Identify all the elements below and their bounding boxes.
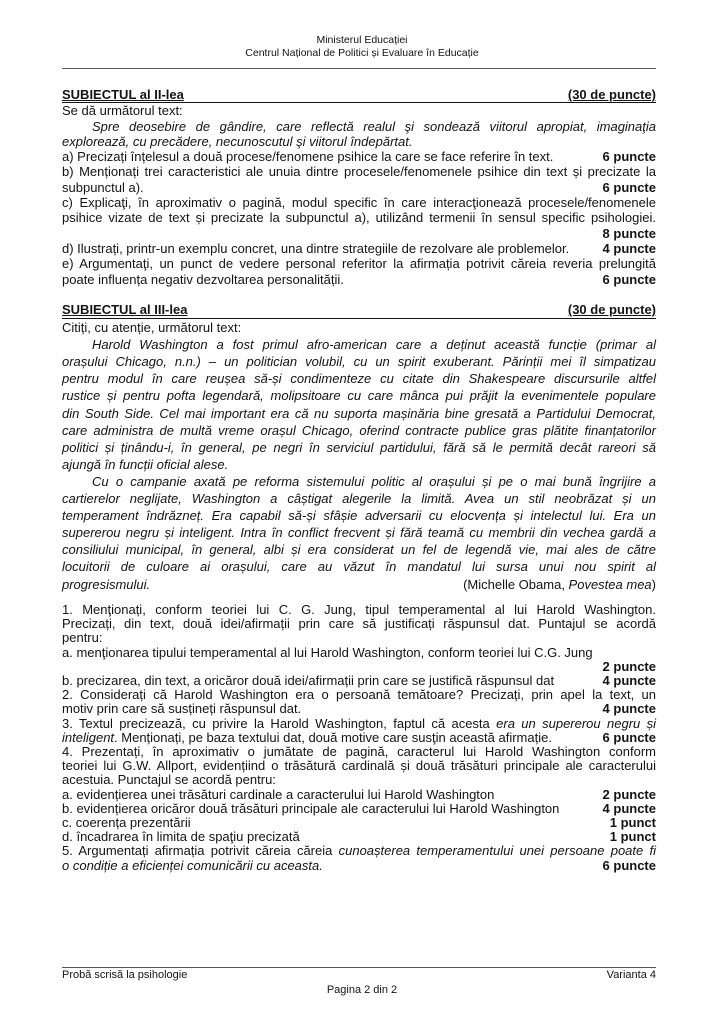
line-text (62, 731, 552, 745)
subject-3-title: SUBIECTUL al III-lea (62, 302, 188, 317)
text-segment: Citiți, cu atenție, următorul text: (62, 320, 242, 336)
text-segment: ajungă în funcții oficial alese. (62, 456, 229, 472)
citation-source (463, 576, 656, 593)
text-line (62, 617, 656, 631)
text-line (62, 660, 656, 674)
line-text (62, 674, 554, 688)
subject-3-section (62, 301, 656, 593)
points-label: 6 puncte (602, 271, 656, 287)
text-line (62, 180, 656, 195)
text-line (62, 541, 656, 558)
text-segment: Spre deosebire de gândire, care reflectă realul şi sondează viitorul apropiat, imaginaţia (92, 118, 656, 134)
text-segment: teoriei lui G.W. Allport, evidențiind o trăsătură cardinală și două trăsături principale ale caracterului (62, 758, 656, 774)
text-line (62, 272, 656, 287)
text-line (62, 319, 656, 336)
text-segment: a) Precizați înțelesul a două procese/fenomene psihice la care se face referire în text. (62, 149, 554, 165)
text-segment: progresismului. (62, 576, 151, 592)
text-segment: rustice și pentru pofta legendară, molipsitoare cu care mânca pui prăjit la evenimentele populare (62, 388, 656, 404)
points-label: 2 puncte (602, 786, 656, 802)
text-segment: acestuia. Punctajul se acordă pentru: (62, 772, 276, 788)
text-line (62, 241, 656, 256)
subject-2-section (62, 87, 656, 287)
text-line (62, 859, 656, 873)
subject-3-questions (62, 603, 656, 873)
questions-body (62, 603, 656, 873)
page-header (0, 34, 724, 60)
text-segment: politici și ținându-i, în general, pe negri în serviciul partidului, fără să le permită decât rareori să (62, 439, 656, 455)
text-segment: o condiție a eficienței comunicării cu aceasta. (62, 857, 323, 873)
points-label: 4 puncte (602, 800, 656, 816)
text-segment: motiv prin care să susțineți răspunsul dat. (62, 701, 302, 717)
citation-segment: Povestea mea (568, 576, 652, 592)
points-label: 1 punct (609, 829, 656, 845)
text-line (62, 119, 656, 134)
line-text (62, 241, 569, 256)
points-label: 4 puncte (602, 701, 656, 717)
citation-segment: (Michelle Obama, (463, 576, 569, 592)
text-line (62, 422, 656, 439)
line-text (62, 272, 344, 287)
text-line (62, 226, 656, 241)
text-segment: b. evidențierea oricăror două trăsături principale ale caracterului lui Harold Washington (62, 800, 560, 816)
subject-3-points: (30 de puncte) (567, 302, 656, 317)
subject-2-title-row (62, 87, 656, 103)
points-label: 6 puncte (602, 857, 656, 873)
points-label: 4 puncte (602, 240, 656, 256)
text-segment: cunoașterea temperamentului unei persoane poate fi (338, 843, 656, 859)
points-label: 6 puncte (602, 149, 656, 165)
text-line (62, 210, 656, 225)
text-line (62, 370, 656, 387)
text-line (62, 603, 656, 617)
line-text (62, 576, 150, 593)
text-segment: pentru: (62, 630, 103, 646)
line-text (62, 816, 191, 830)
text-line (62, 816, 656, 830)
text-line (62, 576, 656, 593)
text-line (62, 149, 656, 164)
text-line (62, 844, 656, 858)
line-text (62, 702, 301, 716)
text-line (62, 759, 656, 773)
text-segment: d) Ilustrați, printr-un exemplu concret, una dintre strategiile de rezolvare ale problemelor. (62, 240, 570, 256)
subject-3-title-row (62, 301, 656, 319)
line-text (62, 830, 300, 844)
text-segment: 5. Argumentați afirmația potrivit căreia căreia (62, 843, 339, 859)
text-segment: 1. Menţionați, conform teoriei lui C. G. Jung, tipul temperamental al lui Harold Washington. (62, 602, 656, 617)
text-line (62, 674, 656, 688)
points-label: 4 puncte (602, 673, 656, 689)
text-segment: a. evidențierea unei trăsături cardinale a caracterului lui Harold Washington (62, 786, 495, 802)
subject-2-body (62, 103, 656, 287)
text-line (62, 507, 656, 524)
text-segment: supererou negru și inteligent. Intra în conflict frecvent și fără teamă cu membrii din vechea gardă a (62, 525, 656, 541)
text-segment: b) Menționați trei caracteristici ale unuia dintre procesele/fenomenele psihice din text și precizate la (62, 164, 656, 180)
line-text (62, 149, 553, 164)
text-segment: care administra de multă vreme orașul Chicago, oferind contracte publice gras plătite finanțatorilor (62, 422, 656, 438)
text-line (62, 353, 656, 370)
footer-divider (62, 967, 656, 968)
text-segment: 3. Textul precizează, cu privire la Harold Washington, faptul că acesta (62, 715, 497, 731)
text-segment: poate influența negativ dezvoltarea personalității. (62, 271, 344, 287)
text-line (62, 802, 656, 816)
text-line (62, 456, 656, 473)
text-line (62, 558, 656, 575)
text-line (62, 788, 656, 802)
text-segment: era un supererou negru și (496, 715, 656, 731)
text-segment: d. încadrarea în limita de spaţiu precizată (62, 829, 300, 845)
text-line (62, 256, 656, 271)
text-line (62, 830, 656, 844)
line-text (62, 180, 144, 195)
line-text (62, 788, 494, 802)
text-segment: explorează, cu precădere, necunoscutul şi viitorul îndepărtat. (62, 133, 413, 149)
points-label: 8 puncte (602, 225, 656, 241)
text-segment: Cu o campanie axată pe reforma sistemului politic al orașului și pe o mai bună îngrijire a (92, 473, 656, 489)
text-segment: 4. Prezentați, în aproximativ o jumătate de pagină, caracterul lui Harold Washington conform (62, 744, 656, 760)
text-segment: . Menționați, pe baza textului dat, două motive care susţin această afirmație. (114, 729, 552, 745)
text-line (62, 195, 656, 210)
text-line (62, 473, 656, 490)
text-segment: psihice vizate de text și precizate la subpunctul a), utilizând termenii în sensul specific psihologiei. (62, 210, 656, 226)
text-segment: temperament îndrăzneț. Era capabil să-și sfâșie adversarii cu elocvența și intelectul lui. Era un (62, 508, 656, 524)
text-line (62, 405, 656, 422)
text-line (62, 646, 656, 660)
text-line (62, 103, 656, 118)
text-segment: 2. Considerați că Harold Washington era o persoană temătoare? Precizați, prin apel la text, un (62, 687, 656, 703)
points-label: 6 puncte (602, 729, 656, 745)
text-segment: a. menţionarea tipului temperamental al lui Harold Washington, conform teoriei lui C.G. Jung (62, 644, 593, 660)
footer-exam-name: Probă scrisă la psihologie (62, 969, 188, 981)
text-segment: Harold Washington a fost primul afro-american care a deținut această funcție (primar al (92, 337, 656, 353)
text-line (62, 773, 656, 787)
footer-variant: Varianta 4 (606, 969, 656, 981)
text-segment: c) Explicaţi, în aproximativ o pagină, modul specific în care interacţionează procesele/fenomenele (62, 195, 656, 211)
text-line (62, 745, 656, 759)
footer-page-number: Pagina 2 din 2 (326, 984, 398, 996)
text-segment: b. precizarea, din text, a oricăror două idei/afirmații prin care se justifică răspunsul dat (62, 673, 555, 689)
points-label: 2 puncte (602, 658, 656, 674)
text-line (62, 524, 656, 541)
text-segment: pentru modul în care reușea să-și condimenteze cu citate din Shakespeare discursurile altfel (62, 371, 656, 387)
subject-3-text (62, 319, 656, 593)
text-line (62, 731, 656, 745)
text-line (62, 134, 656, 149)
text-segment: consiliului municipal, în general, albi și era considerat un fel de legendă vie, mai ales de către (62, 542, 656, 558)
header-divider (62, 68, 656, 69)
text-line (62, 631, 656, 645)
text-line (62, 439, 656, 456)
subject-2-title: SUBIECTUL al II-lea (62, 87, 184, 102)
citation-segment: ) (651, 576, 656, 592)
subject-2-points: (30 de puncte) (567, 87, 656, 102)
text-segment: e) Argumentaţi, un punct de vedere personal referitor la afirmația potrivit căreia reveria prelungită (62, 256, 656, 272)
text-line (62, 688, 656, 702)
center-name: Centrul Național de Politici și Evaluare în Educație (245, 47, 479, 59)
text-segment: Precizați, din text, două idei/afirmații prin care să justificați răspunsul dat. Puntajul se acordă (62, 616, 656, 632)
ministry-name: Ministerul Educației (316, 34, 408, 46)
text-line (62, 387, 656, 404)
text-segment: din South Side. Cel mai important era că nu suporta mașinăria bine gresată a Partidului Democrat, (62, 405, 656, 421)
text-line (62, 490, 656, 507)
text-line (62, 336, 656, 353)
points-label: 1 punct (609, 815, 656, 831)
text-segment: subpunctul a). (62, 179, 144, 195)
line-text (62, 802, 559, 816)
text-segment: orașului Chicago, n.n.) – un politician volubil, cu un spirit exuberant. Părinții mei îl simpatizau (62, 354, 656, 370)
text-line (62, 164, 656, 179)
text-line (62, 702, 656, 716)
text-segment: locuitorii de culoare ai orașului, care au văzut în mandatul lui sursa unui nou spirit al (62, 559, 656, 575)
text-segment: c. coerența prezentării (62, 815, 191, 831)
text-line (62, 717, 656, 731)
text-segment: inteligent (62, 729, 115, 745)
text-segment: Se dă următorul text: (62, 103, 183, 119)
points-label: 6 puncte (602, 179, 656, 195)
text-segment: cartierelor neglijate, Washington a câștigat alegerile la limită. Avea un stil neobrăzat și un (62, 491, 656, 507)
line-text (62, 859, 323, 873)
